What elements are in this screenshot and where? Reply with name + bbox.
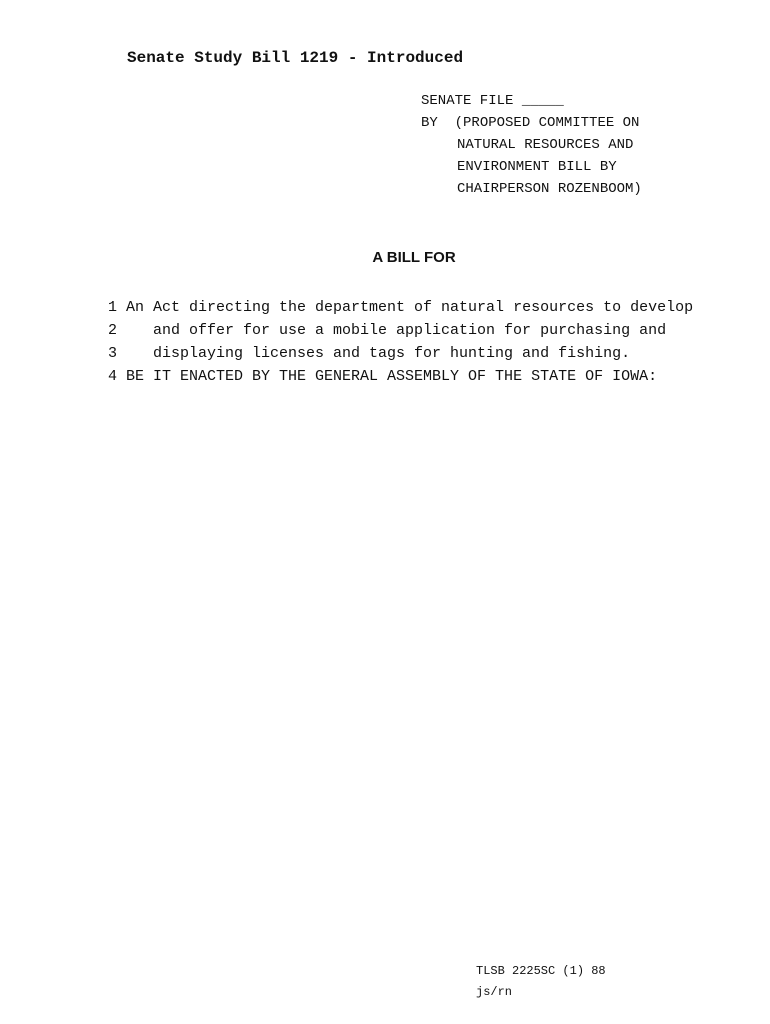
line-text: BE IT ENACTED BY THE GENERAL ASSEMBLY OF THE STATE OF IOWA: — [126, 368, 658, 385]
sponsor-line: ENVIRONMENT BILL BY — [457, 159, 617, 175]
line-text: An Act directing the department of natural resources to develop — [126, 299, 694, 316]
sponsor-row — [421, 112, 642, 134]
line-number: 1 — [108, 299, 118, 316]
senate-file-block — [421, 90, 642, 200]
document-footer — [476, 961, 606, 1003]
line-text: and offer for use a mobile application for purchasing and — [153, 322, 667, 339]
bill-line — [108, 296, 693, 319]
sponsor-line: CHAIRPERSON ROZENBOOM) — [457, 181, 642, 197]
footer-code: TLSB 2225SC (1) 88 — [476, 964, 606, 978]
sponsor-line: (PROPOSED COMMITTEE ON — [454, 115, 640, 131]
bill-line — [108, 365, 693, 388]
document-title: Senate Study Bill 1219 - Introduced — [127, 49, 464, 67]
senate-file-number: SENATE FILE _____ — [421, 93, 564, 109]
by-label: BY — [421, 115, 438, 131]
line-text: displaying licenses and tags for hunting and fishing. — [153, 345, 631, 362]
line-number: 3 — [108, 345, 118, 362]
bill-line — [108, 319, 693, 342]
bill-line — [108, 342, 693, 365]
bill-heading: A BILL FOR — [372, 249, 456, 266]
footer-initials: js/rn — [476, 985, 513, 999]
bill-text — [108, 296, 693, 388]
line-number: 2 — [108, 322, 118, 339]
line-number: 4 — [108, 368, 118, 385]
sponsor-line: NATURAL RESOURCES AND — [457, 137, 634, 153]
